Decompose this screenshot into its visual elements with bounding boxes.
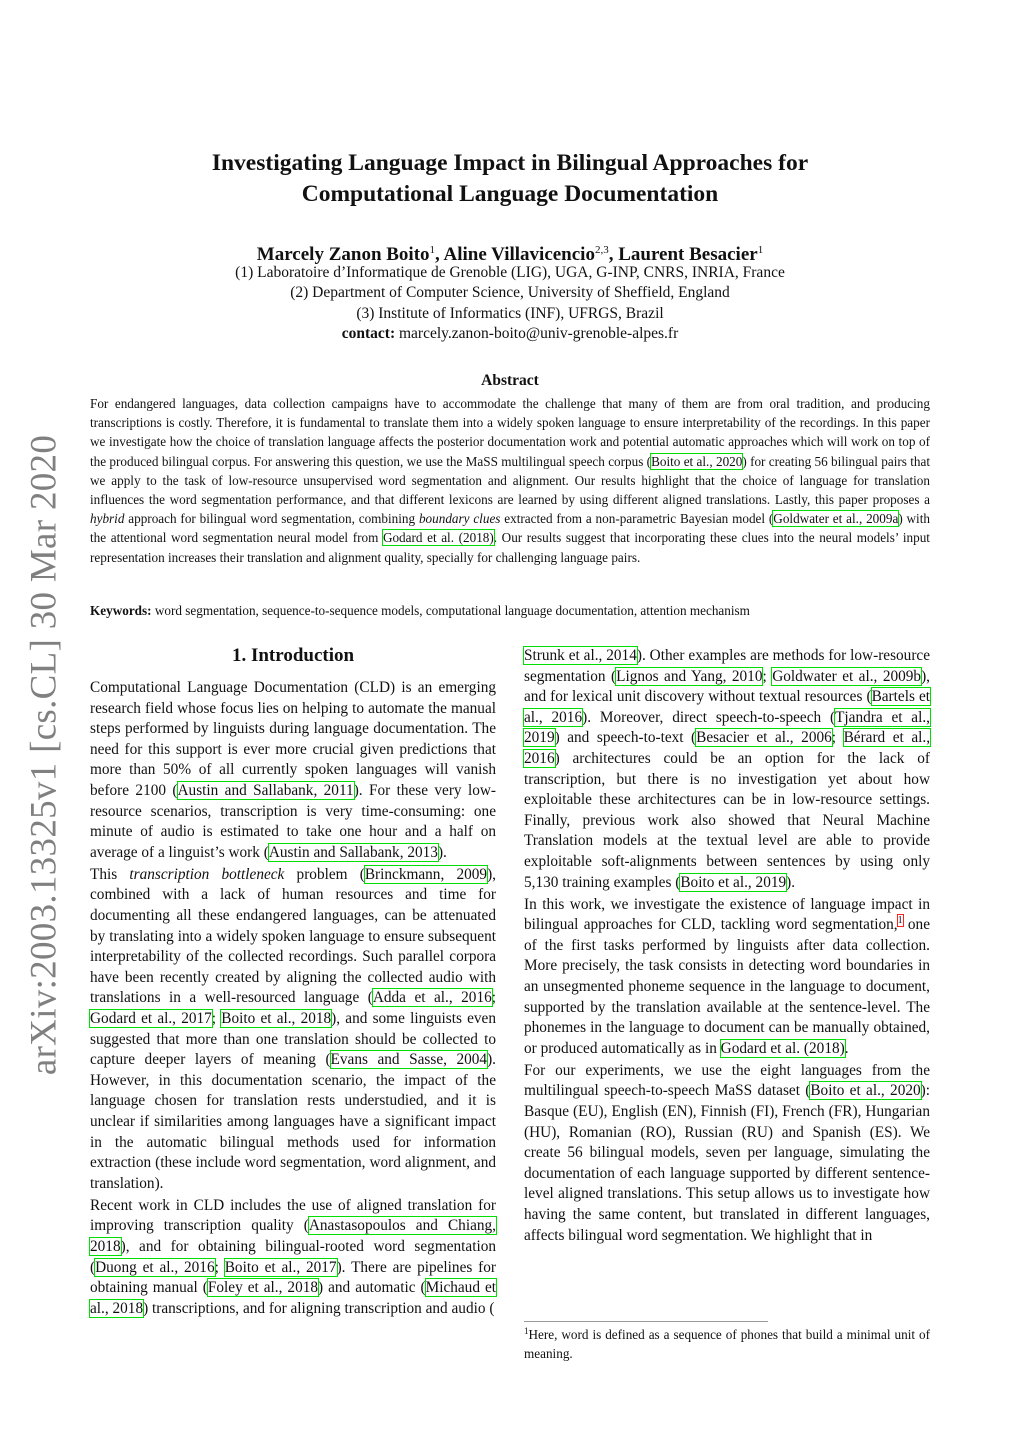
affiliation-3: (3) Institute of Informatics (INF), UFRGS, Brazil (356, 304, 664, 322)
author-3-affil: 1 (757, 244, 764, 256)
citation-link[interactable]: Boito et al., 2020 (651, 453, 743, 469)
footnote-text: Here, word is defined as a sequence of phones that build a minimal unit of meaning. (524, 1327, 930, 1361)
citation-link[interactable]: Bérard et al., 2016 (524, 729, 931, 767)
contact-label: contact: (341, 325, 396, 343)
citation-link[interactable]: Lignos and Yang, 2010 (616, 667, 763, 685)
citation-link[interactable]: Godard et al., 2017 (90, 1010, 212, 1027)
body-text: problem ( (284, 865, 365, 883)
paragraph-1 (90, 678, 496, 863)
abstract-text: ) with the attentional word segmentation neural model from (90, 511, 930, 546)
affiliation-1: (1) Laboratoire d’Informatique de Grenoble (LIG), UGA, G-INP, CNRS, INRIA, France (235, 264, 785, 281)
author-3: Laurent Besacier (618, 244, 758, 265)
citation-separator: ; (491, 989, 496, 1007)
paragraph-4 (524, 895, 930, 1060)
body-text: This (90, 865, 130, 883)
citation-separator: ; (211, 1010, 222, 1027)
abstract-text: For endangered languages, data collection campaigns have to accommodate the challenge that many of them are from oral tradition, and producing transcriptions is costly. Therefore, it is fundamental to translate them into a widely spoken language to ensure interpretability of the recordings. In this paper we investigate how the choice of translation language affects the posterior documentation work and potential automatic approaches which will work on top of the produced bilingual corpus. For answering this question, we use the MaSS multilingual speech corpus ( (90, 396, 930, 469)
body-text: In this work, we investigate the existence of language impact in bilingual approaches for CLD, tackling word segmentation, (524, 895, 930, 934)
affiliation-2: (2) Department of Computer Science, University of Sheffield, England (290, 284, 730, 302)
abstract-text: extracted from a non-parametric Bayesian model ( (500, 511, 774, 527)
author-2-affil: 2,3 (594, 244, 609, 256)
body-text: ). There are pipelines for obtaining manual ( (90, 1258, 497, 1297)
body-text: For our experiments, we use the eight languages from the multilingual speech-to-speech MaSS dataset ( (524, 1061, 930, 1100)
paragraph-3-start (90, 1196, 496, 1320)
author-1: Marcely Zanon Boito (256, 244, 430, 265)
citation-link[interactable]: Boito et al., 2019 (680, 873, 787, 891)
abstract-text: . Our results suggest that incorporating these clues into the neural models’ input representation increases their translation and alignment quality, specially for challenging language pairs. (90, 530, 930, 565)
body-text: ). However, in this documentation scenario, the impact of the language chosen for translation rests understudied, and it is unclear if similarities among languages have a significant impact in the automatic bilingual methods used for information extraction (these include word segmentation, word alignment, and translation). (90, 1051, 496, 1192)
keywords-line (90, 601, 930, 620)
body-text: ), and for obtaining bilingual-rooted word segmentation ( (90, 1238, 496, 1276)
citation-link[interactable]: Godard et al. (2018) (720, 1039, 845, 1057)
arxiv-identifier-stamp (18, 415, 70, 1095)
citation-link[interactable]: Austin and Sallabank, 2011 (177, 781, 354, 799)
title-line-1: Investigating Language Impact in Bilingual Approaches for (211, 150, 809, 176)
keywords-label: Keywords: (90, 603, 152, 618)
keywords-text: word segmentation, sequence-to-sequence models, computational language documentation, attention mechanism (151, 603, 750, 618)
right-column (524, 646, 930, 1248)
footnote-marker[interactable]: 1 (897, 915, 903, 927)
abstract-emphasis: hybrid (90, 511, 125, 527)
citation-separator: ; (831, 729, 844, 747)
citation-link[interactable]: Evans and Sasse, 2004 (330, 1051, 488, 1069)
citation-link[interactable]: Godard et al. (2018) (382, 530, 494, 546)
citation-link[interactable]: Boito et al., 2020 (810, 1082, 921, 1100)
body-text: Computational Language Documentation (CLD) is an emerging research field whose focus lies on helping to automate the manual steps performed by linguists during language documentation. The need for this support is ever more crucial given predictions that more than 50% of all currently spoken languages will vanish before 2100 ( (90, 679, 496, 799)
body-text: ). Other examples are methods for low-resource segmentation ( (524, 647, 930, 685)
author-list: Marcely Zanon Boito$^1$, Aline Villavicencio$^{2,3}$, Laurent Besacier$^1$ (256, 244, 764, 265)
citation-separator: ; (214, 1258, 225, 1276)
paragraph-3-continued (524, 646, 930, 893)
abstract-body (90, 394, 930, 567)
paragraph-2 (90, 865, 496, 1195)
affiliations (80, 263, 940, 345)
citation-link[interactable]: Strunk et al., 2014 (524, 647, 637, 664)
body-text: . (844, 1039, 849, 1057)
citation-link[interactable]: Michaud et al., 2018 (90, 1279, 496, 1317)
paragraph-5 (524, 1061, 930, 1246)
citation-link[interactable]: Brinckmann, 2009 (364, 865, 488, 883)
citation-separator: ; (762, 667, 773, 685)
body-text: ), and some linguists even suggested that more than one translation should be collected to capture deeper layers of meaning ( (90, 1010, 496, 1069)
citation-link[interactable]: Foley et al., 2018 (207, 1279, 319, 1297)
body-text: ), combined with a lack of human resources and time for documenting all these endangered languages, can be attenuated by translating into a widely spoken language to ensure subsequent interpretability of the collected recordings. Such parallel corpora have been recently created by aligning the collected audio with translations in a well-resourced language ( (90, 865, 496, 1007)
paper-title (80, 148, 940, 210)
citation-link[interactable]: Boito et al., 2018 (221, 1010, 332, 1027)
footnote-number: 1 (524, 1326, 529, 1336)
contact-email[interactable]: marcely.zanon-boito@univ-grenoble-alpes.fr (399, 325, 679, 343)
body-text: ), and for lexical unit discovery without textual resources ( (524, 667, 930, 706)
body-text: one of the first tasks performed by linguists after data collection. More precisely, the task consists in detecting word boundaries in an unsegmented phoneme sequence in the language to document, supported by the translation available at the sentence-level. The phonemes in the language to document can be manually obtained, or produced automatically as in (524, 916, 930, 1057)
body-text: ). (437, 843, 447, 861)
abstract-emphasis: boundary clues (418, 511, 501, 527)
author-2: Aline Villavicencio (443, 244, 595, 265)
body-text: ) architectures could be an option for the lack of transcription, but there is no investigation yet about how exploitable these architectures can be in low-resource settings. Finally, previous work also showed that Neural Machine Translation models at the textual level are able to provide exploitable soft-alignments between sentences by using only 5,130 training examples ( (524, 749, 930, 891)
citation-link[interactable]: Duong et al., 2016 (95, 1258, 215, 1276)
citation-link[interactable]: Adda et al., 2016 (372, 989, 492, 1007)
author-1-affil: 1 (429, 244, 436, 256)
body-text: ) transcriptions, and for aligning transcription and audio ( (143, 1299, 495, 1317)
contact-line (80, 324, 940, 344)
body-text: ): Basque (EU), English (EN), Finnish (FI), French (FR), Hungarian (HU), Romanian (RO), Russian (RU) and Spanish (ES). We create 56 bilingual models, seven per language, simulating the documentation of each language supported by different sentence-level aligned translations. This setup allows us to investigate how having the same content, but translated in different languages, affects bilingual word segmentation. We highlight that in (524, 1082, 930, 1244)
abstract-heading: Abstract (481, 372, 539, 389)
body-text: ). For these very low-resource scenarios, transcription is very time-consuming: one minute of audio is estimated to take one hour and a half on average of a linguist’s work ( (90, 781, 496, 861)
title-line-2: Computational Language Documentation (301, 181, 719, 207)
body-text: ). (786, 873, 796, 891)
body-text: Recent work in CLD includes the use of aligned translation for improving transcription quality ( (90, 1196, 496, 1235)
abstract-text: ) for creating 56 bilingual pairs that we apply to the task of low-resource unsupervised word segmentation and alignment. Our results highlight that the choice of language for translation influences the word segmentation performance, and that different lexicons are learned by using different aligned translations. Lastly, this paper proposes a (90, 453, 930, 508)
citation-link[interactable]: Anastasopoulos and Chiang, 2018 (90, 1217, 496, 1256)
body-text: ). Moreover, direct speech-to-speech ( (582, 708, 836, 726)
citation-link[interactable]: Besacier et al., 2006 (696, 729, 832, 747)
citation-link[interactable]: Goldwater et al., 2009a (773, 511, 899, 527)
body-text: ) and automatic ( (318, 1279, 426, 1297)
citation-link[interactable]: Boito et al., 2017 (224, 1258, 337, 1276)
arxiv-id-text: arXiv:2003.13325v1 [cs.CL] 30 Mar 2020 (23, 434, 65, 1076)
section-heading-introduction: 1. Introduction (231, 645, 355, 666)
body-emphasis: transcription bottleneck (129, 865, 285, 883)
citation-link[interactable]: Bartels et al., 2016 (524, 688, 930, 726)
citation-link[interactable]: Goldwater et al., 2009b (772, 667, 922, 685)
footnote (524, 1325, 930, 1363)
citation-link[interactable]: Tjandra et al., 2019 (524, 708, 930, 747)
citation-link[interactable]: Austin and Sallabank, 2013 (268, 843, 438, 861)
abstract-text: approach for bilingual word segmentation, combining (124, 511, 419, 527)
footnote-divider (524, 1321, 768, 1322)
body-text: ) and speech-to-text ( (554, 729, 697, 747)
left-column (90, 640, 496, 1321)
